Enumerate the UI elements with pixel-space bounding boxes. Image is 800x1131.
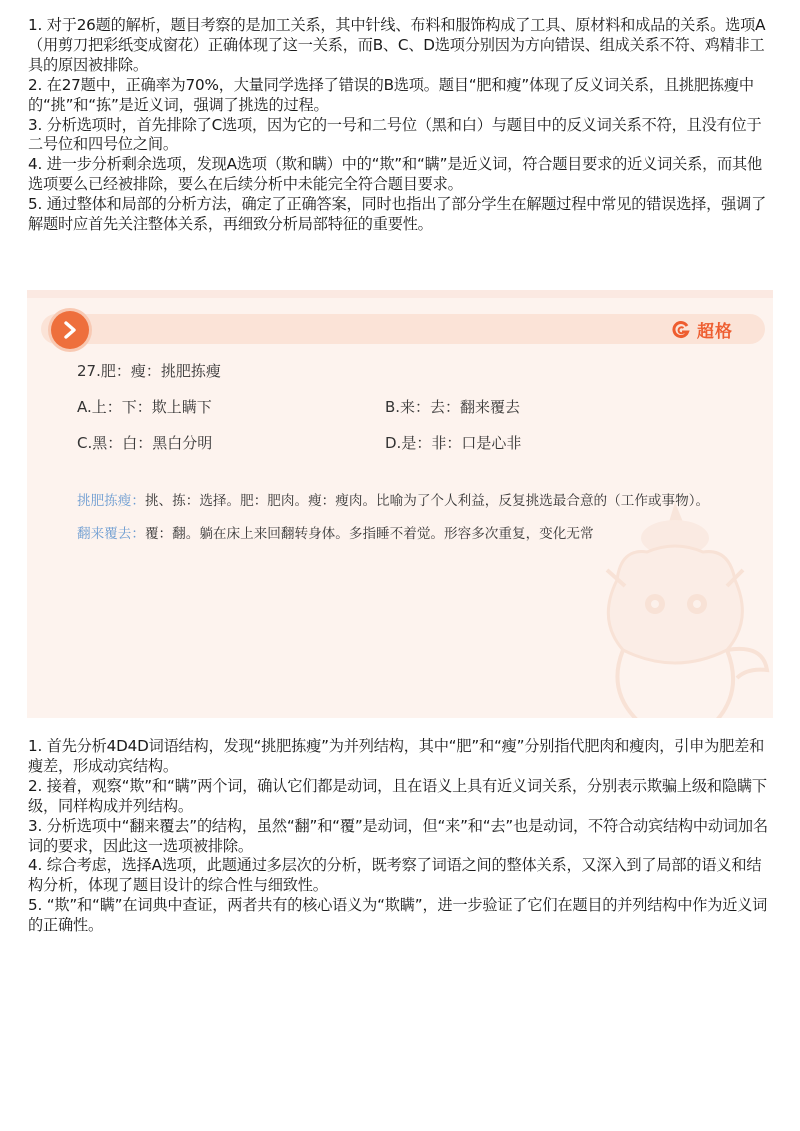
analysis-paragraph-1: 1. 首先分析4D4D词语结构，发现“挑肥拣瘦”为并列结构，其中“肥”和“瘦”分别指代肥肉和瘦肉，引申为肥差和瘦差，形成动宾结构。 — [28, 737, 765, 775]
analysis-paragraph-2: 2. 在27题中，正确率为70%，大量同学选择了错误的B选项。题目“肥和瘦”体现了反义词关系，且挑肥拣瘦中的“挑”和“拣”是近义词，强调了挑选的过程。 — [28, 75, 754, 114]
idiom-term: 挑肥拣瘦： — [77, 493, 145, 509]
idiom-term: 翻来覆去： — [77, 526, 145, 542]
analysis-paragraph-5: 5. “欺”和“瞒”在词典中查证，两者共有的核心语义为“欺瞒”，进一步验证了它们在题目的并列结构中作为近义词的正确性。 — [28, 896, 768, 935]
analysis-paragraph-3: 3. 分析选项时，首先排除了C选项，因为它的一号和二号位（黑和白）与题目中的反义词关系不符，且没有位于二号位和四号位之间。 — [28, 115, 762, 154]
option-a: A.上：下：欺上瞒下 — [77, 398, 212, 416]
option-c: C.黑：白：黑白分明 — [77, 434, 213, 452]
analysis-bottom — [28, 737, 776, 936]
analysis-paragraph-3: 3. 分析选项中“翻来覆去”的结构，虽然“翻”和“覆”是动词，但“来”和“去”也是动词，不符合动宾结构中动词加名词的要求，因此这一选项被排除。 — [28, 816, 768, 855]
slide-header-bar — [41, 314, 765, 344]
mascot-watermark-icon — [577, 500, 773, 718]
analysis-top — [28, 16, 776, 235]
analysis-paragraph-2: 2. 接着，观察“欺”和“瞒”两个词，确认它们都是动词，且在语义上具有近义词关系，分别表示欺骗上级和隐瞒下级，同样构成并列结构。 — [28, 776, 767, 815]
question-stem: 27.肥：瘦：挑肥拣瘦 — [77, 362, 221, 380]
analysis-paragraph-1: 1. 对于26题的解析，题目考察的是加工关系，其中针线、布料和服饰构成了工具、原材料和成品的关系。选项A（用剪刀把彩纸变成窗花）正确体现了这一关系，而B、C、D选项分别因为方向错误、组成关系不符、鸡精非工具的原因被排除。 — [28, 16, 766, 74]
analysis-paragraph-5: 5. 通过整体和局部的分析方法，确定了正确答案，同时也指出了部分学生在解题过程中常见的错误选择，强调了解题时应首先关注整体关系，再细致分析局部特征的重要性。 — [28, 195, 767, 234]
brand-g-icon — [672, 321, 690, 339]
brand-logo — [672, 317, 733, 342]
option-d: D.是：非：口是心非 — [385, 434, 522, 452]
lecture-slide-screenshot — [27, 290, 773, 718]
option-b: B.来：去：翻来覆去 — [385, 398, 521, 416]
analysis-paragraph-4: 4. 综合考虑，选择A选项，此题通过多层次的分析，既考察了词语之间的整体关系，又深入到了局部的语义和结构分析，体现了题目设计的综合性与细致性。 — [28, 856, 762, 895]
slide-top-strip — [27, 290, 773, 298]
analysis-paragraph-4: 4. 进一步分析剩余选项，发现A选项（欺和瞒）中的“欺”和“瞒”是近义词，符合题目要求的近义词关系，而其他选项要么已经被排除，要么在后续分析中未能完全符合题目要求。 — [28, 155, 763, 194]
brand-name: 超格 — [697, 322, 733, 342]
idiom-definition: 挑、拣：选择。肥：肥肉。瘦：瘦肉。比喻为了个人利益，反复挑选最合意的（工作或事物）。 — [144, 493, 710, 509]
chevron-right-icon — [61, 321, 79, 339]
next-arrow-icon — [51, 311, 89, 349]
idiom-note-2 — [77, 522, 594, 542]
idiom-definition: 覆：翻。躺在床上来回翻转身体。多指睡不着觉。形容多次重复，变化无常 — [144, 526, 594, 542]
